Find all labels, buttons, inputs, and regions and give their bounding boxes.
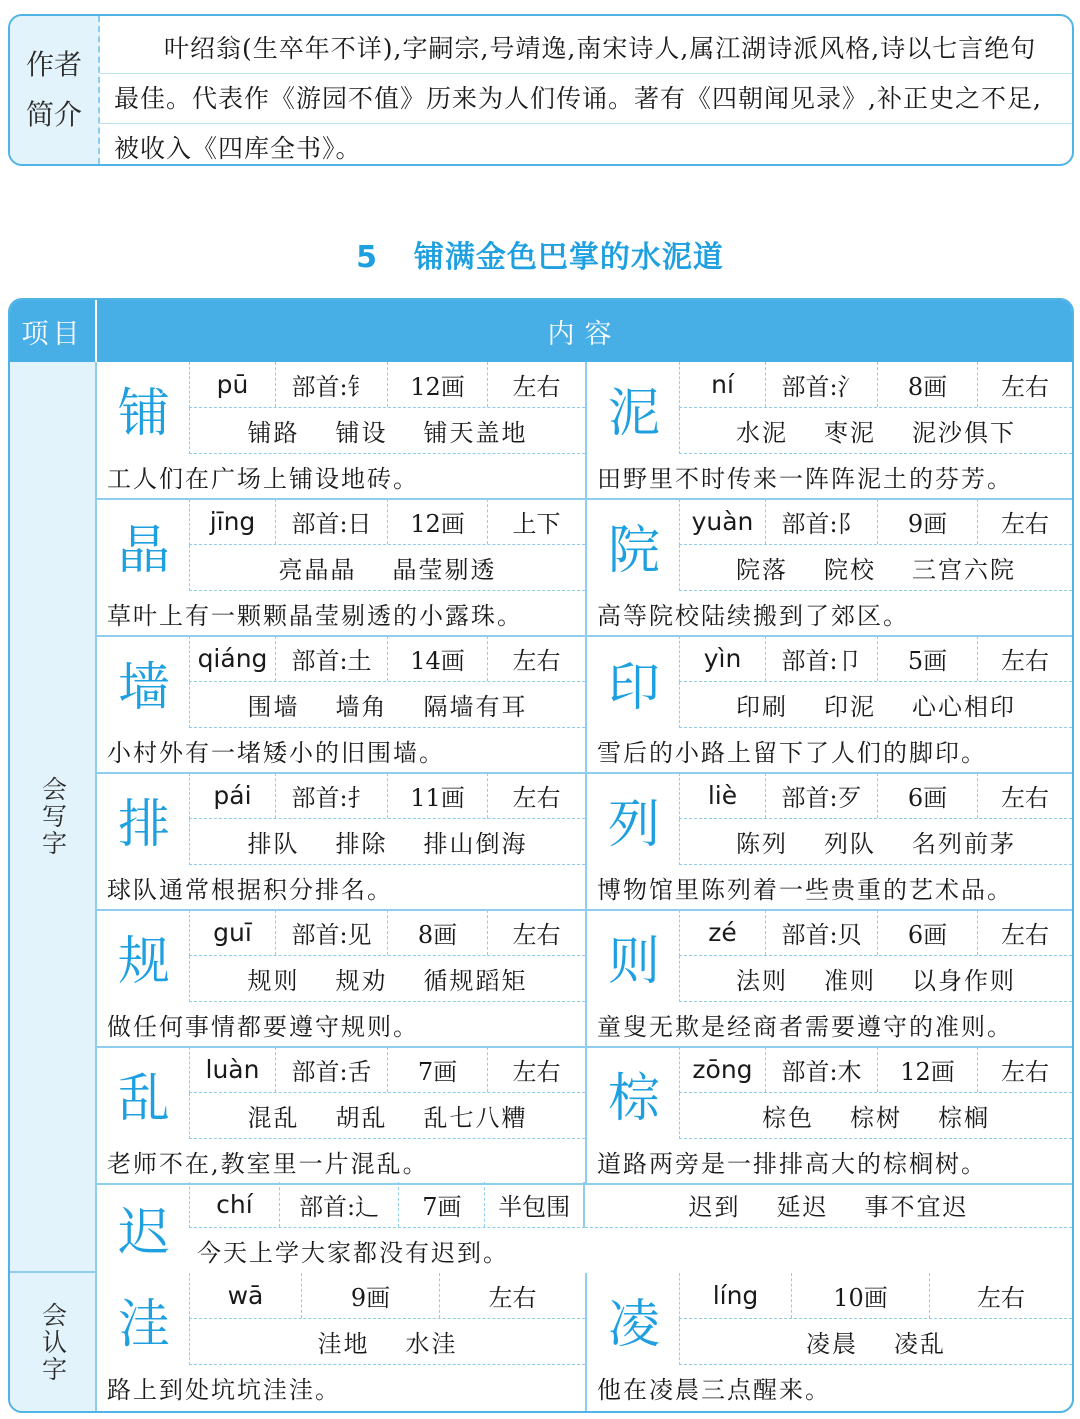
radical: 部首:辶 — [280, 1182, 400, 1227]
word: 以身作则 — [912, 967, 1016, 995]
structure: 左右 — [488, 1284, 537, 1312]
pinyin: yìn — [680, 636, 766, 681]
pinyin: pū — [190, 362, 276, 407]
word: 泥沙俱下 — [912, 419, 1016, 447]
character-glyph: 铺 — [117, 383, 170, 444]
character-glyph: 规 — [117, 931, 170, 992]
author-intro-paragraph: 叶绍翁(生卒年不详),字嗣宗,号靖逸,南宋诗人,属江湖诗派风格,诗以七言绝句最佳。代表作《游园不值》历来为人们传诵。著有《四朝闻见录》,补正史之不足,被收入《四库全书》。 — [114, 34, 1042, 163]
example-sentence: 高等院校陆续搬到了郊区。 — [597, 602, 909, 630]
character-info — [189, 1182, 585, 1228]
category-read: 会认字 — [10, 1273, 97, 1411]
pinyin: pái — [190, 773, 276, 818]
character-glyph: 迟 — [117, 1203, 170, 1263]
word-list — [189, 408, 585, 454]
structure: 左右 — [512, 373, 561, 401]
word: 铺设 — [335, 419, 388, 447]
write-character-entry — [97, 910, 585, 1047]
radical: 部首:歹 — [766, 773, 878, 818]
author-label-line2: 简介 — [25, 98, 82, 131]
character-info — [189, 910, 585, 956]
word: 印刷 — [736, 693, 788, 721]
radical: 部首:土 — [276, 636, 388, 681]
example-sentence: 球队通常根据积分排名。 — [107, 876, 393, 904]
lesson-name: 铺满金色巴掌的水泥道 — [413, 240, 724, 275]
word: 胡乱 — [335, 1104, 388, 1132]
table-row-chi — [97, 1182, 1072, 1273]
character-glyph: 则 — [607, 931, 660, 992]
word: 棕色 — [762, 1104, 814, 1132]
character-glyph: 印 — [607, 657, 660, 718]
radical: 部首:卩 — [766, 636, 878, 681]
word: 隔墙有耳 — [423, 693, 528, 721]
example-sentence: 工人们在广场上铺设地砖。 — [107, 465, 419, 493]
character-info — [679, 362, 1072, 408]
pinyin: liè — [680, 773, 766, 818]
word: 棕树 — [850, 1104, 902, 1132]
word: 晶莹剔透 — [392, 556, 497, 584]
word: 事不宜迟 — [864, 1193, 969, 1221]
table-header — [10, 300, 1072, 362]
pinyin: chí — [190, 1182, 280, 1227]
lesson-number: 5 — [356, 240, 378, 275]
radical: 部首:扌 — [276, 773, 388, 818]
example-sentence: 做任何事情都要遵守规则。 — [107, 1013, 419, 1041]
word: 准则 — [824, 967, 876, 995]
stroke-count: 12画 — [388, 499, 488, 544]
character-info — [679, 1273, 1072, 1319]
example-sentence: 博物馆里陈列着一些贵重的艺术品。 — [597, 876, 1013, 904]
structure: 左右 — [1001, 921, 1049, 949]
stroke-count: 6画 — [878, 773, 978, 818]
word-list — [679, 545, 1072, 591]
radical: 部首:舌 — [276, 1047, 388, 1092]
pinyin: luàn — [190, 1047, 276, 1092]
word-list — [679, 682, 1072, 728]
structure: 左右 — [512, 784, 561, 812]
character-glyph: 棕 — [607, 1068, 660, 1129]
structure: 半包围 — [498, 1193, 571, 1221]
author-intro-box — [8, 14, 1074, 166]
pinyin: zōng — [680, 1047, 766, 1092]
word: 心心相印 — [912, 693, 1016, 721]
stroke-count: 14画 — [388, 636, 488, 681]
category-write: 会写字 — [10, 362, 97, 1273]
write-character-entry — [97, 773, 585, 910]
example-sentence: 他在凌晨三点醒来。 — [597, 1376, 831, 1404]
write-character-entry — [587, 636, 1072, 773]
lesson-title — [0, 232, 1080, 276]
word: 法则 — [736, 967, 788, 995]
word-list — [189, 682, 585, 728]
radical: 部首:木 — [766, 1047, 878, 1092]
structure: 左右 — [1001, 510, 1049, 538]
pinyin: ní — [680, 362, 766, 407]
word: 凌乱 — [894, 1330, 946, 1358]
character-info — [189, 773, 585, 819]
pinyin: guī — [190, 910, 276, 955]
word: 三宫六院 — [912, 556, 1016, 584]
write-character-entry — [587, 362, 1072, 499]
pinyin: jīng — [190, 499, 276, 544]
stroke-count: 9画 — [302, 1273, 440, 1318]
header-content: 内容 — [547, 318, 622, 350]
structure: 左右 — [1001, 784, 1049, 812]
word-list — [189, 1093, 585, 1139]
word: 混乱 — [247, 1104, 300, 1132]
pinyin: zé — [680, 910, 766, 955]
radical: 部首:钅 — [276, 362, 388, 407]
structure: 上下 — [512, 510, 561, 538]
pinyin: qiáng — [190, 636, 276, 681]
stroke-count: 9画 — [878, 499, 978, 544]
word: 乱七八糟 — [423, 1104, 528, 1132]
character-info — [189, 362, 585, 408]
word: 列队 — [824, 830, 876, 858]
word-list — [679, 956, 1072, 1002]
character-info — [679, 636, 1072, 682]
column-divider — [585, 362, 587, 1184]
column-divider — [585, 1273, 587, 1411]
write-character-entry — [97, 362, 585, 499]
word-list — [189, 1319, 585, 1365]
word-list — [189, 819, 585, 865]
character-info — [679, 499, 1072, 545]
word-list — [679, 819, 1072, 865]
radical: 部首:阝 — [766, 499, 878, 544]
word: 规则 — [247, 967, 300, 995]
character-info — [679, 1047, 1072, 1093]
word: 规劝 — [335, 967, 388, 995]
word: 凌晨 — [806, 1330, 858, 1358]
character-glyph: 晶 — [117, 520, 170, 581]
structure: 左右 — [1001, 647, 1049, 675]
write-character-entry — [587, 773, 1072, 910]
radical: 部首:氵 — [766, 362, 878, 407]
author-label-line1: 作者 — [25, 48, 82, 81]
word: 循规蹈矩 — [423, 967, 528, 995]
word-list — [679, 1093, 1072, 1139]
example-sentence: 今天上学大家都没有迟到。 — [197, 1239, 509, 1267]
word: 排山倒海 — [423, 830, 528, 858]
character-glyph: 排 — [117, 794, 170, 855]
structure: 左右 — [1001, 1058, 1049, 1086]
write-character-entry — [97, 1047, 585, 1184]
word: 水洼 — [405, 1330, 458, 1358]
stroke-count: 5画 — [878, 636, 978, 681]
word: 排除 — [335, 830, 388, 858]
word: 院落 — [736, 556, 788, 584]
pinyin: yuàn — [680, 499, 766, 544]
word: 枣泥 — [824, 419, 876, 447]
example-sentence: 小村外有一堵矮小的旧围墙。 — [107, 739, 445, 767]
word-list — [585, 1182, 1072, 1228]
example-sentence: 童叟无欺是经商者需要遵守的准则。 — [597, 1013, 1013, 1041]
word: 棕榈 — [938, 1104, 990, 1132]
stroke-count: 12画 — [878, 1047, 978, 1092]
word: 名列前茅 — [912, 830, 1016, 858]
structure: 左右 — [512, 647, 561, 675]
example-sentence: 草叶上有一颗颗晶莹剔透的小露珠。 — [107, 602, 523, 630]
example-sentence: 道路两旁是一排排高大的棕榈树。 — [597, 1150, 987, 1178]
example-sentence: 老师不在,教室里一片混乱。 — [107, 1150, 429, 1178]
author-intro-label — [10, 16, 100, 164]
stroke-count: 8画 — [878, 362, 978, 407]
character-info — [679, 773, 1072, 819]
read-character-entry — [97, 1273, 585, 1410]
example-sentence: 路上到处坑坑洼洼。 — [107, 1376, 341, 1404]
write-character-entry — [97, 636, 585, 773]
example-sentence: 雪后的小路上留下了人们的脚印。 — [597, 739, 987, 767]
stroke-count: 7画 — [388, 1047, 488, 1092]
author-intro-text — [100, 16, 1072, 164]
word: 铺路 — [247, 419, 300, 447]
pinyin: líng — [680, 1273, 792, 1318]
word: 亮晶晶 — [278, 556, 357, 584]
word: 延迟 — [776, 1193, 829, 1221]
radical: 部首:贝 — [766, 910, 878, 955]
character-glyph: 列 — [607, 794, 660, 855]
stroke-count: 6画 — [878, 910, 978, 955]
structure: 左右 — [512, 1058, 561, 1086]
stroke-count: 8画 — [388, 910, 488, 955]
word-list — [189, 956, 585, 1002]
stroke-count: 10画 — [792, 1273, 930, 1318]
structure: 左右 — [512, 921, 561, 949]
structure: 左右 — [1001, 373, 1049, 401]
character-glyph: 洼 — [117, 1294, 170, 1355]
pinyin: wā — [190, 1273, 302, 1318]
word: 水泥 — [736, 419, 788, 447]
word: 墙角 — [335, 693, 388, 721]
word: 院校 — [824, 556, 876, 584]
stroke-count: 7画 — [399, 1182, 485, 1227]
word-list — [189, 545, 585, 591]
word: 排队 — [247, 830, 300, 858]
character-glyph: 泥 — [607, 383, 660, 444]
character-table — [8, 298, 1074, 1413]
stroke-count: 11画 — [388, 773, 488, 818]
word: 印泥 — [824, 693, 876, 721]
word: 陈列 — [736, 830, 788, 858]
character-info — [189, 1047, 585, 1093]
word: 围墙 — [247, 693, 300, 721]
word: 铺天盖地 — [423, 419, 528, 447]
read-character-entry — [587, 1273, 1072, 1410]
word: 迟到 — [688, 1193, 741, 1221]
radical: 部首:见 — [276, 910, 388, 955]
character-info — [679, 910, 1072, 956]
write-character-entry — [587, 910, 1072, 1047]
character-info — [189, 499, 585, 545]
character-glyph: 院 — [607, 520, 660, 581]
write-character-entry — [97, 499, 585, 636]
structure: 左右 — [977, 1284, 1025, 1312]
character-info — [189, 636, 585, 682]
word-list — [679, 408, 1072, 454]
header-item: 项目 — [10, 300, 97, 362]
character-glyph: 墙 — [117, 657, 170, 718]
write-character-entry — [587, 1047, 1072, 1184]
character-glyph: 乱 — [117, 1068, 170, 1129]
example-sentence: 田野里不时传来一阵阵泥土的芬芳。 — [597, 465, 1013, 493]
character-info — [189, 1273, 585, 1319]
word-list — [679, 1319, 1072, 1365]
word: 洼地 — [317, 1330, 370, 1358]
stroke-count: 12画 — [388, 362, 488, 407]
character-glyph: 凌 — [607, 1294, 660, 1355]
radical: 部首:日 — [276, 499, 388, 544]
write-character-entry — [587, 499, 1072, 636]
